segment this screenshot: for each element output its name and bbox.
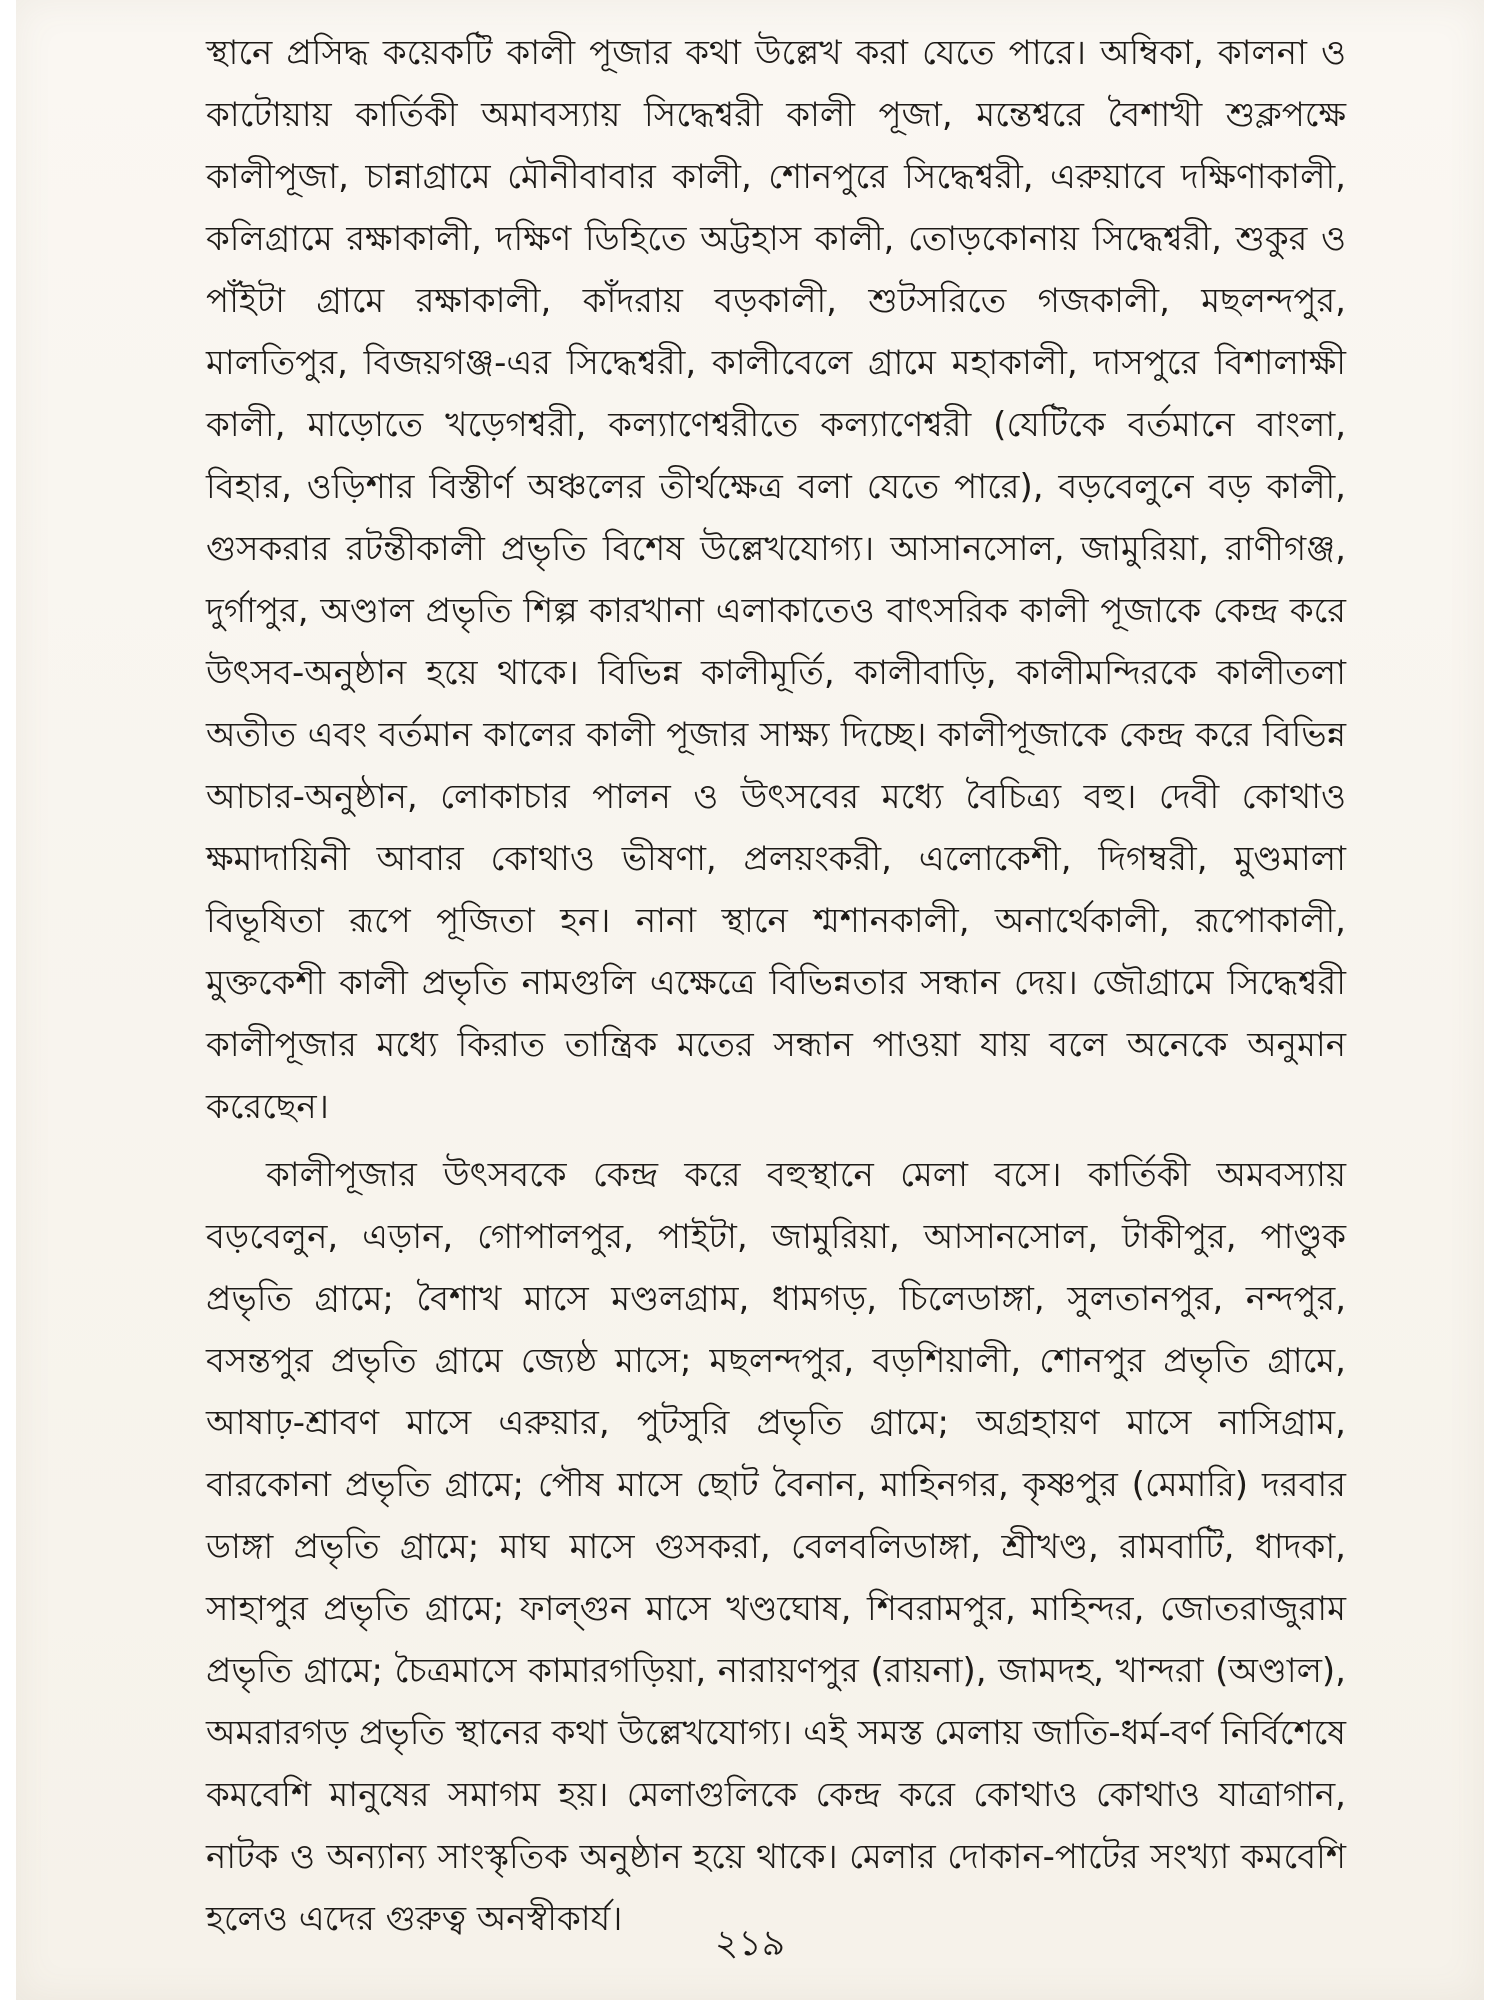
paragraph: স্থানে প্রসিদ্ধ কয়েকটি কালী পূজার কথা উল্লেখ করা যেতে পারে। অম্বিকা, কালনা ও কাটোয়ায় কার্তিকী অমাবস্যায় সিদ্ধেশ্বরী কালী পূজা, মন্তেশ্বরে বৈশাখী শুক্লপক্ষে কালীপূজা, চান্নাগ্রামে মৌনীবাবার কালী, শোনপুরে সিদ্ধেশ্বরী, এরুয়াবে দক্ষিণাকালী, কলিগ্রামে রক্ষাকালী, দক্ষিণ ডিহিতে অট্টহাস কালী, তোড়কোনায় সিদ্ধেশ্বরী, শুকুর ও পাঁইটা গ্রামে রক্ষাকালী, কাঁদরায় বড়কালী, শুটসরিতে গজকালী, মছলন্দপুর, মালতিপুর, বিজয়গঞ্জ-এর সিদ্ধেশ্বরী, কালীবেলে গ্রামে মহাকালী, দাসপুরে বিশালাক্ষী কালী, মাড়োতে খড়েগশ্বরী, কল্যাণেশ্বরীতে কল্যাণেশ্বরী (যেটিকে বর্তমানে বাংলা, বিহার, ওড়িশার বিস্তীর্ণ অঞ্চলের তীর্থক্ষেত্র বলা যেতে পারে), বড়বেলুনে বড় কালী, গুসকরার রটন্তীকালী প্রভৃতি বিশেষ উল্লেখযোগ্য। আসানসোল, জামুরিয়া, রাণীগঞ্জ, দুর্গাপুর, অণ্ডাল প্রভৃতি শিল্প কারখানা এলাকাতেও বাৎসরিক কালী পূজাকে কেন্দ্র করে উৎসব-অনুষ্ঠান হয়ে থাকে। বিভিন্ন কালীমূর্তি, কালীবাড়ি, কালীমন্দিরকে কালীতলা অতীত এবং বর্তমান কালের কালী পূজার সাক্ষ্য দিচ্ছে। কালীপূজাকে কেন্দ্র করে বিভিন্ন আচার-অনুষ্ঠান, লোকাচার পালন ও উৎসবের মধ্যে বৈচিত্র্য বহু। দেবী কোথাও ক্ষমাদায়িনী আবার কোথাও ভীষণা, প্রলয়ংকরী, এলোকেশী, দিগম্বরী, মুণ্ডমালা বিভূষিতা রূপে পূজিতা হন। নানা স্থানে শ্মশানকালী, অনার্থেকালী, রূপোকালী, মুক্তকেশী কালী প্রভৃতি নামগুলি এক্ষেত্রে বিভিন্নতার সন্ধান দেয়। জৌগ্রামে সিদ্ধেশ্বরী কালীপূজার মধ্যে কিরাত তান্ত্রিক মতের সন্ধান পাওয়া যায় বলে অনেকে অনুমান করেছেন। [206, 33, 1346, 1127]
body-text [206, 22, 1346, 1950]
book-page [16, 0, 1484, 2000]
page-number: ২১৯ [714, 1923, 786, 1964]
paragraph: কালীপূজার উৎসবকে কেন্দ্র করে বহুস্থানে মেলা বসে। কার্তিকী অমবস্যায় বড়বেলুন, এড়ান, গোপালপুর, পাইটা, জামুরিয়া, আসানসোল, টাকীপুর, পাণ্ডুক প্রভৃতি গ্রামে; বৈশাখ মাসে মণ্ডলগ্রাম, ধামগড়, চিলেডাঙ্গা, সুলতানপুর, নন্দপুর, বসন্তপুর প্রভৃতি গ্রামে জ্যেষ্ঠ মাসে; মছলন্দপুর, বড়শিয়ালী, শোনপুর প্রভৃতি গ্রামে, আষাঢ়-শ্রাবণ মাসে এরুয়ার, পুটসুরি প্রভৃতি গ্রামে; অগ্রহায়ণ মাসে নাসিগ্রাম, বারকোনা প্রভৃতি গ্রামে; পৌষ মাসে ছোট বৈনান, মাহিনগর, কৃষ্ণপুর (মেমারি) দরবার ডাঙ্গা প্রভৃতি গ্রামে; মাঘ মাসে গুসকরা, বেলবলিডাঙ্গা, শ্রীখণ্ড, রামবাটি, ধাদকা, সাহাপুর প্রভৃতি গ্রামে; ফাল্গুন মাসে খণ্ডঘোষ, শিবরামপুর, মাহিন্দর, জোতরাজুরাম প্রভৃতি গ্রামে; চৈত্রমাসে কামারগড়িয়া, নারায়ণপুর (রায়না), জামদহ, খান্দরা (অণ্ডাল), অমরারগড় প্রভৃতি স্থানের কথা উল্লেখযোগ্য। এই সমস্ত মেলায় জাতি-ধর্ম-বর্ণ নির্বিশেষে কমবেশি মানুষের সমাগম হয়। মেলাগুলিকে কেন্দ্র করে কোথাও কোথাও যাত্রাগান, নাটক ও অন্যান্য সাংস্কৃতিক অনুষ্ঠান হয়ে থাকে। মেলার দোকান-পাটের সংখ্যা কমবেশি হলেও এদের গুরুত্ব অনস্বীকার্য। [206, 1155, 1346, 1939]
